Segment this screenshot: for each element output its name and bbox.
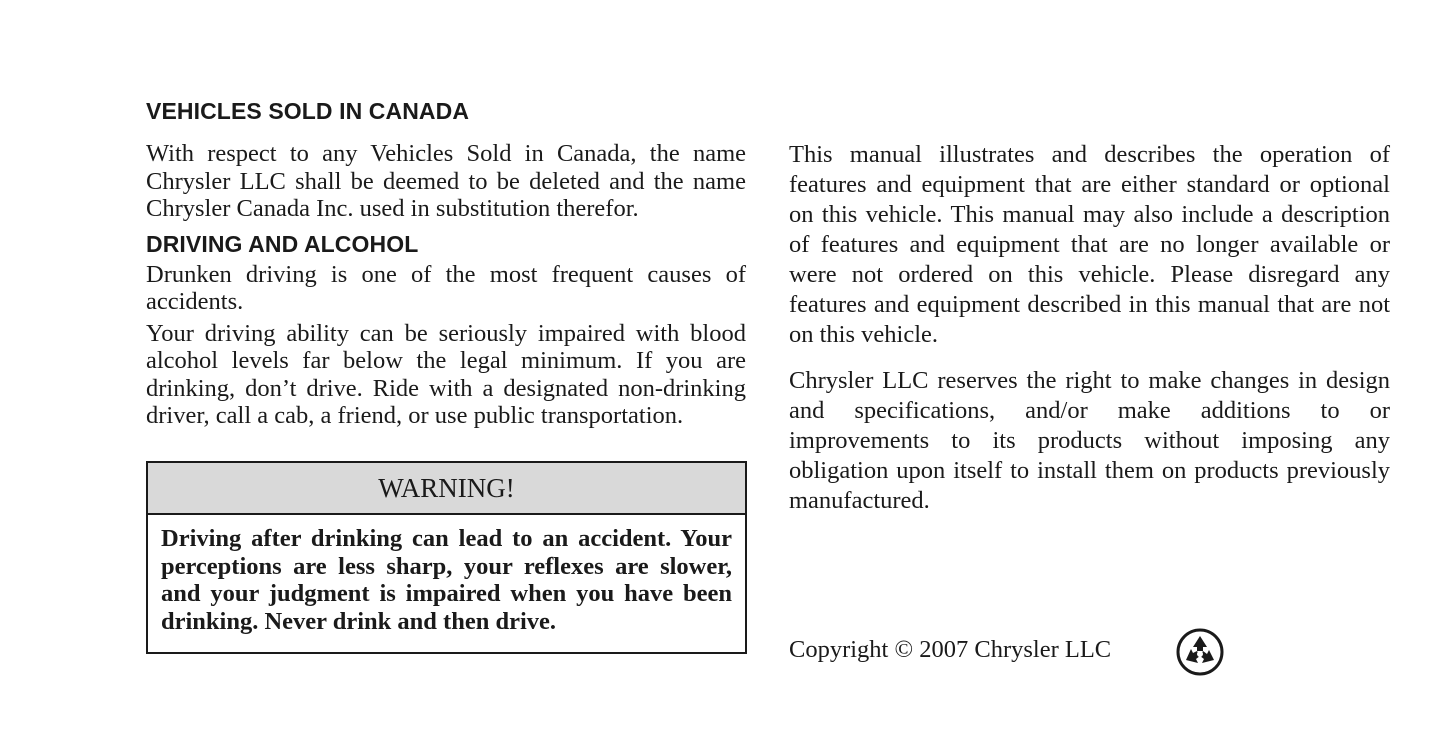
warning-box xyxy=(146,461,747,654)
reserve-paragraph: Chrysler LLC reserves the right to make changes in design and specifications, and/or make additions to or improvements to its products without imposing any obligation upon itself to install them on products previously manufactured. xyxy=(789,367,1390,514)
alcohol-paragraph-2: Your driving ability can be seriously impaired with blood alcohol levels far below the legal minimum. If you are drinking, don’t drive. Ride with a designated non-drinking driver, call a cab, a friend, or use public transportation. xyxy=(146,319,746,429)
copyright-text: Copyright © 2007 Chrysler LLC xyxy=(789,636,1112,663)
canada-paragraph: With respect to any Vehicles Sold in Canada, the name Chrysler LLC shall be deemed to be deleted and the name Chrysler Canada Inc. used in substitution therefor. xyxy=(146,140,746,222)
warning-text: Driving after drinking can lead to an accident. Your perceptions are less sharp, your reflexes are slower, and your judgment is impaired when you have been drinking. Never drink and then drive. xyxy=(161,525,732,635)
manual-paragraph: This manual illustrates and describes the operation of features and equipment that are either standard or optional on this vehicle. This manual may also include a description of features and equipment that are no longer available or were not ordered on this vehicle. Please disregard any features and equipment described in this manual that are not on this vehicle. xyxy=(789,141,1390,348)
warning-title: WARNING! xyxy=(148,463,745,515)
alcohol-paragraph-1: Drunken driving is one of the most frequent causes of accidents. xyxy=(146,260,746,315)
recycle-icon xyxy=(1176,628,1224,676)
heading-vehicles-sold-in-canada: VEHICLES SOLD IN CANADA xyxy=(146,98,470,124)
right-column xyxy=(789,140,1390,516)
heading-driving-and-alcohol: DRIVING AND ALCOHOL xyxy=(146,230,419,257)
left-column xyxy=(146,96,746,430)
